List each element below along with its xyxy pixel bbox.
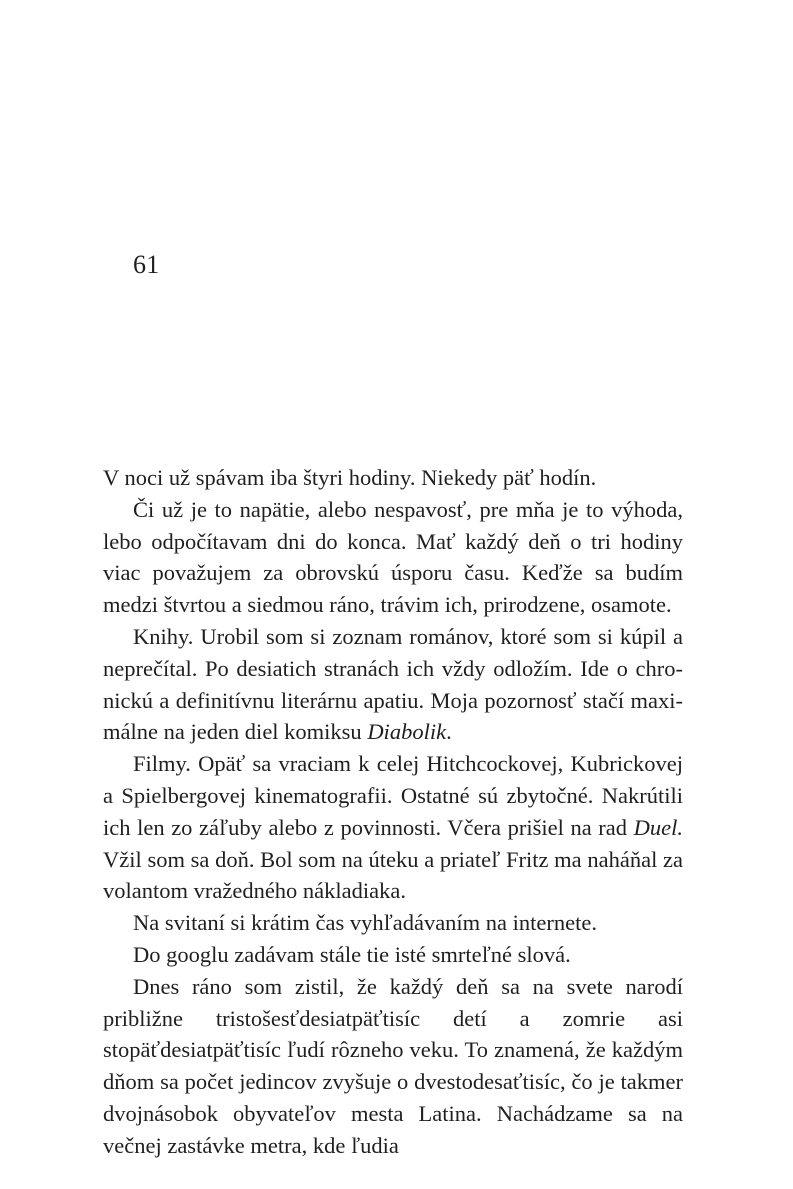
- paragraph-text: Či už je to napätie, alebo nespavosť, pre mňa je to výhoda, lebo odpočítavam dni do konca. Mať každý deň o tri hodiny viac považujem za obrovskú úsporu času. Keďže sa budím medzi štvrtou a siedmou ráno, trávim ich, prirodzene, osamote.: [103, 496, 683, 618]
- paragraph-text: Vžil som sa doň. Bol som na úteku a priateľ Fritz ma naháňal za volantom vražedného nákladiaka.: [103, 846, 683, 904]
- paragraph-2: [103, 494, 683, 621]
- paragraph-7: [103, 971, 683, 1162]
- paragraph-4: [103, 748, 683, 907]
- chapter-body: [103, 462, 683, 1162]
- paragraph-text: Filmy. Opäť sa vraciam k celej Hitchcockovej, Kubrickovej a Spielbergovej kinematografii. Ostatné sú zbytočné. Nakrútili ich len zo záľuby alebo z povinnosti. Včera prišiel na rad: [103, 751, 683, 840]
- paragraph-text: .: [446, 719, 452, 745]
- chapter-number: 61: [133, 250, 160, 279]
- paragraph-5: [103, 907, 683, 939]
- paragraph-text: Knihy. Urobil som si zoznam románov, ktoré som si kúpil a neprečítal. Po desiatich stranách ich vždy odložím. Ide o chronickú a definitívnu literárnu apatiu. Moja pozornosť stačí maximálne na jeden diel komiksu: [103, 623, 683, 745]
- paragraph-text: V noci už spávam iba štyri hodiny. Niekedy päť hodín.: [103, 465, 597, 490]
- paragraph-text: Na svitaní si krátim čas vyhľadávaním na internete.: [133, 910, 597, 936]
- paragraph-1: [103, 462, 683, 494]
- paragraph-text: Do googlu zadávam stále tie isté smrteľné slová.: [133, 941, 571, 967]
- film-title: Duel.: [633, 814, 683, 840]
- paragraph-text: Dnes ráno som zistil, že každý deň sa na svete narodí približne tristošesťdesiatpäťtisíc detí a zomrie asi stopäťdesiatpäťtisíc ľudí rôzneho veku. To znamená, že každým dňom sa počet jedincov zvyšuje o dvestodesaťtisíc, čo je takmer dvojnásobok obyvateľov mesta Latina. Nachádzame sa na večnej zastávke metra, kde ľudia: [103, 973, 683, 1158]
- paragraph-6: [103, 939, 683, 971]
- comic-title: Diabolik: [367, 719, 447, 745]
- paragraph-3: [103, 621, 683, 748]
